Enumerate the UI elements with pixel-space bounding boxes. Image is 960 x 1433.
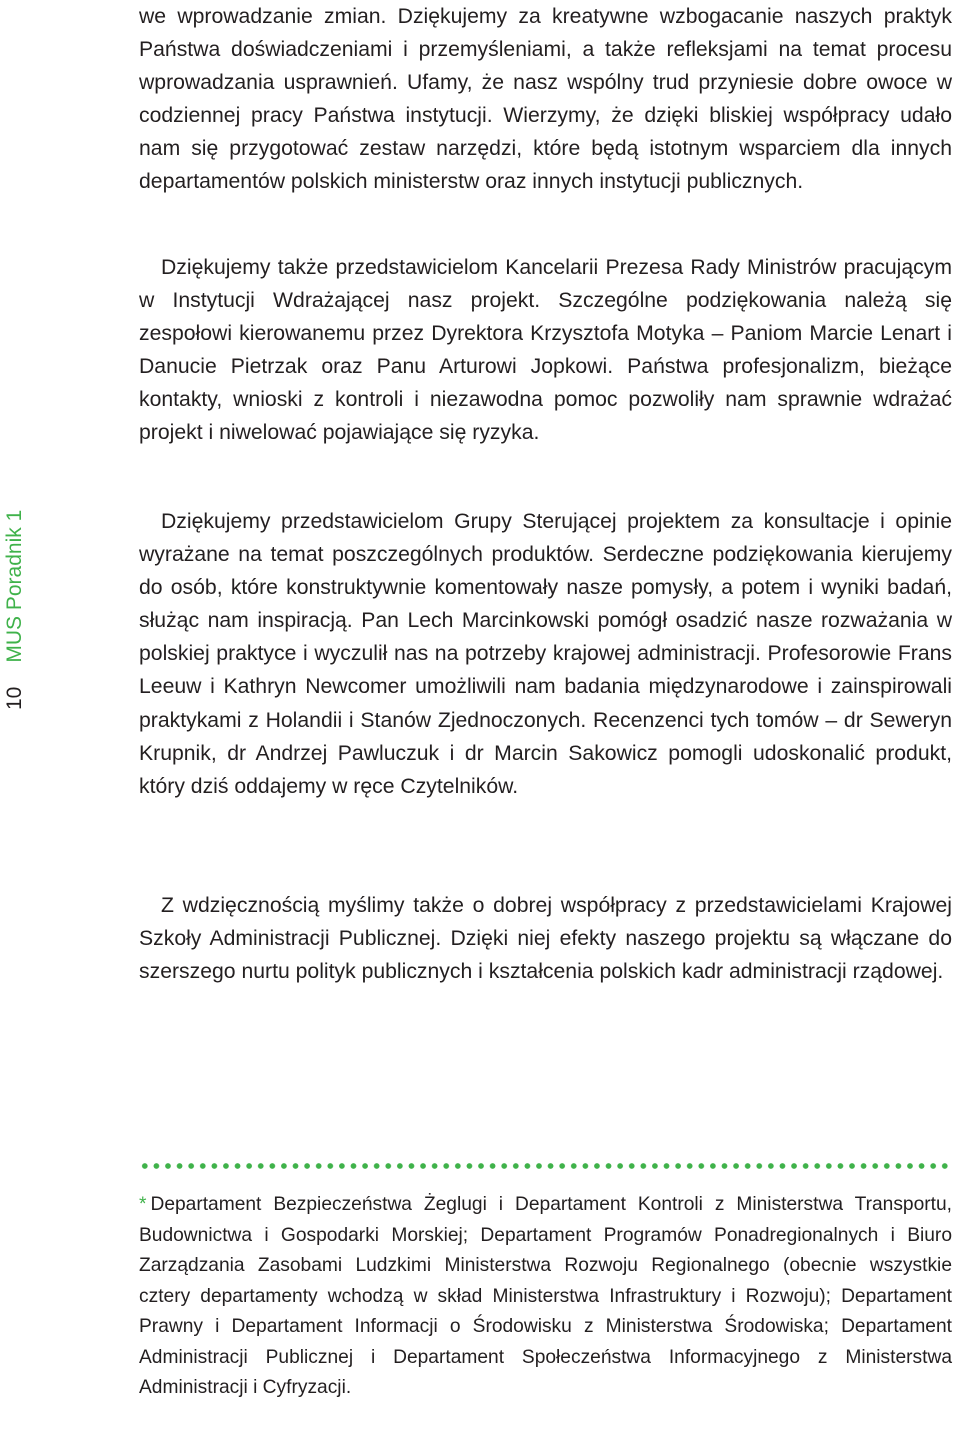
side-label-text: [2, 470, 28, 710]
footnote-text: Departament Bezpieczeństwa Żeglugi i Departament Kontroli z Ministerstwa Transportu, Budownictwa i Gospodarki Morskiej; Departament Programów Ponadregionalnych i Biuro Zarządzania Zasobami Ludzkimi Ministerstwa Rozwoju Regionalnego (obecnie wszystkie cztery departamenty wchodzą w skład Ministerstwa Infrastruktury i Rozwoju); Departament Prawny i Departament Informacji o Środowisku z Ministerstwa Środowiska; Departament Administracji Publicznej i Departament Społeczeństwa Informacyjnego z Ministerstwa Administracji i Cyfryzacji.: [139, 1194, 952, 1398]
footnote-divider: [139, 1162, 952, 1170]
paragraph-steering-group-thanks: Dziękujemy przedstawicielom Grupy Sterującej projektem za konsultacje i opinie wyrażane na temat poszczególnych produktów. Serdeczne podziękowania kierujemy do osób, które konstruktywnie komentowały nasze pomysły, a potem i wyniki badań, służąc nam inspiracją. Pan Lech Marcinkowski pomógł osadzić nasze rozważania w polskiej praktyce i wyczulił nas na potrzeby krajowej administracji. Profesorowie Frans Leeuw i Kathryn Newcomer umożliwili nam badania międzynarodowe i zainspirowali praktykami z Holandii i Stanów Zjednoczonych. Recenzenci tych tomów – dr Seweryn Krupnik, dr Andrzej Pawluczuk i dr Marcin Sakowicz pomogli udoskonalić produkt, który dziś oddajemy w ręce Czytelników.: [139, 510, 952, 798]
footnote-marker: *: [139, 1194, 147, 1215]
page-number: 10: [3, 686, 26, 710]
paragraph-ksap-thanks: Z wdzięcznością myślimy także o dobrej współpracy z przedstawicielami Krajowej Szkoły Administracji Publicznej. Dzięki niej efekty naszego projektu są włączane do szerszego nurtu polityk publicznych i kształcenia polskich kadr administracji rządowej.: [139, 894, 952, 984]
paragraph-kprm-thanks: Dziękujemy także przedstawicielom Kancelarii Prezesa Rady Ministrów pracującym w Instytucji Wdrażającej nasz projekt. Szczególne podziękowania należą się zespołowi kierowanemu przez Dyrektora Krzysztofa Motyka – Paniom Marcie Lenart i Danucie Pietrzak oraz Panu Arturowi Jopkowi. Państwa profesjonalizm, bieżące kontakty, wnioski z kontroli i niezawodna pomoc pozwoliły nam sprawnie wdrażać projekt i niwelować pojawiające się ryzyka.: [139, 256, 952, 445]
side-label: [2, 470, 28, 710]
publication-title: MUS Poradnik 1: [3, 509, 26, 663]
paragraph-continuation: we wprowadzanie zmian. Dziękujemy za kreatywne wzbogacanie naszych praktyk Państwa doświadczeniami i przemyśleniami, a także refleksjami na temat procesu wprowadzania usprawnień. Ufamy, że nasz wspólny trud przyniesie dobre owoce w codziennej pracy Państwa instytucji. Wierzymy, że dzięki bliskiej współpracy udało nam się przygotować zestaw narzędzi, które będą istotnym wsparciem dla innych departamentów polskich ministerstw oraz innych instytucji publicznych.: [139, 5, 952, 194]
footnote: [139, 1190, 952, 1404]
